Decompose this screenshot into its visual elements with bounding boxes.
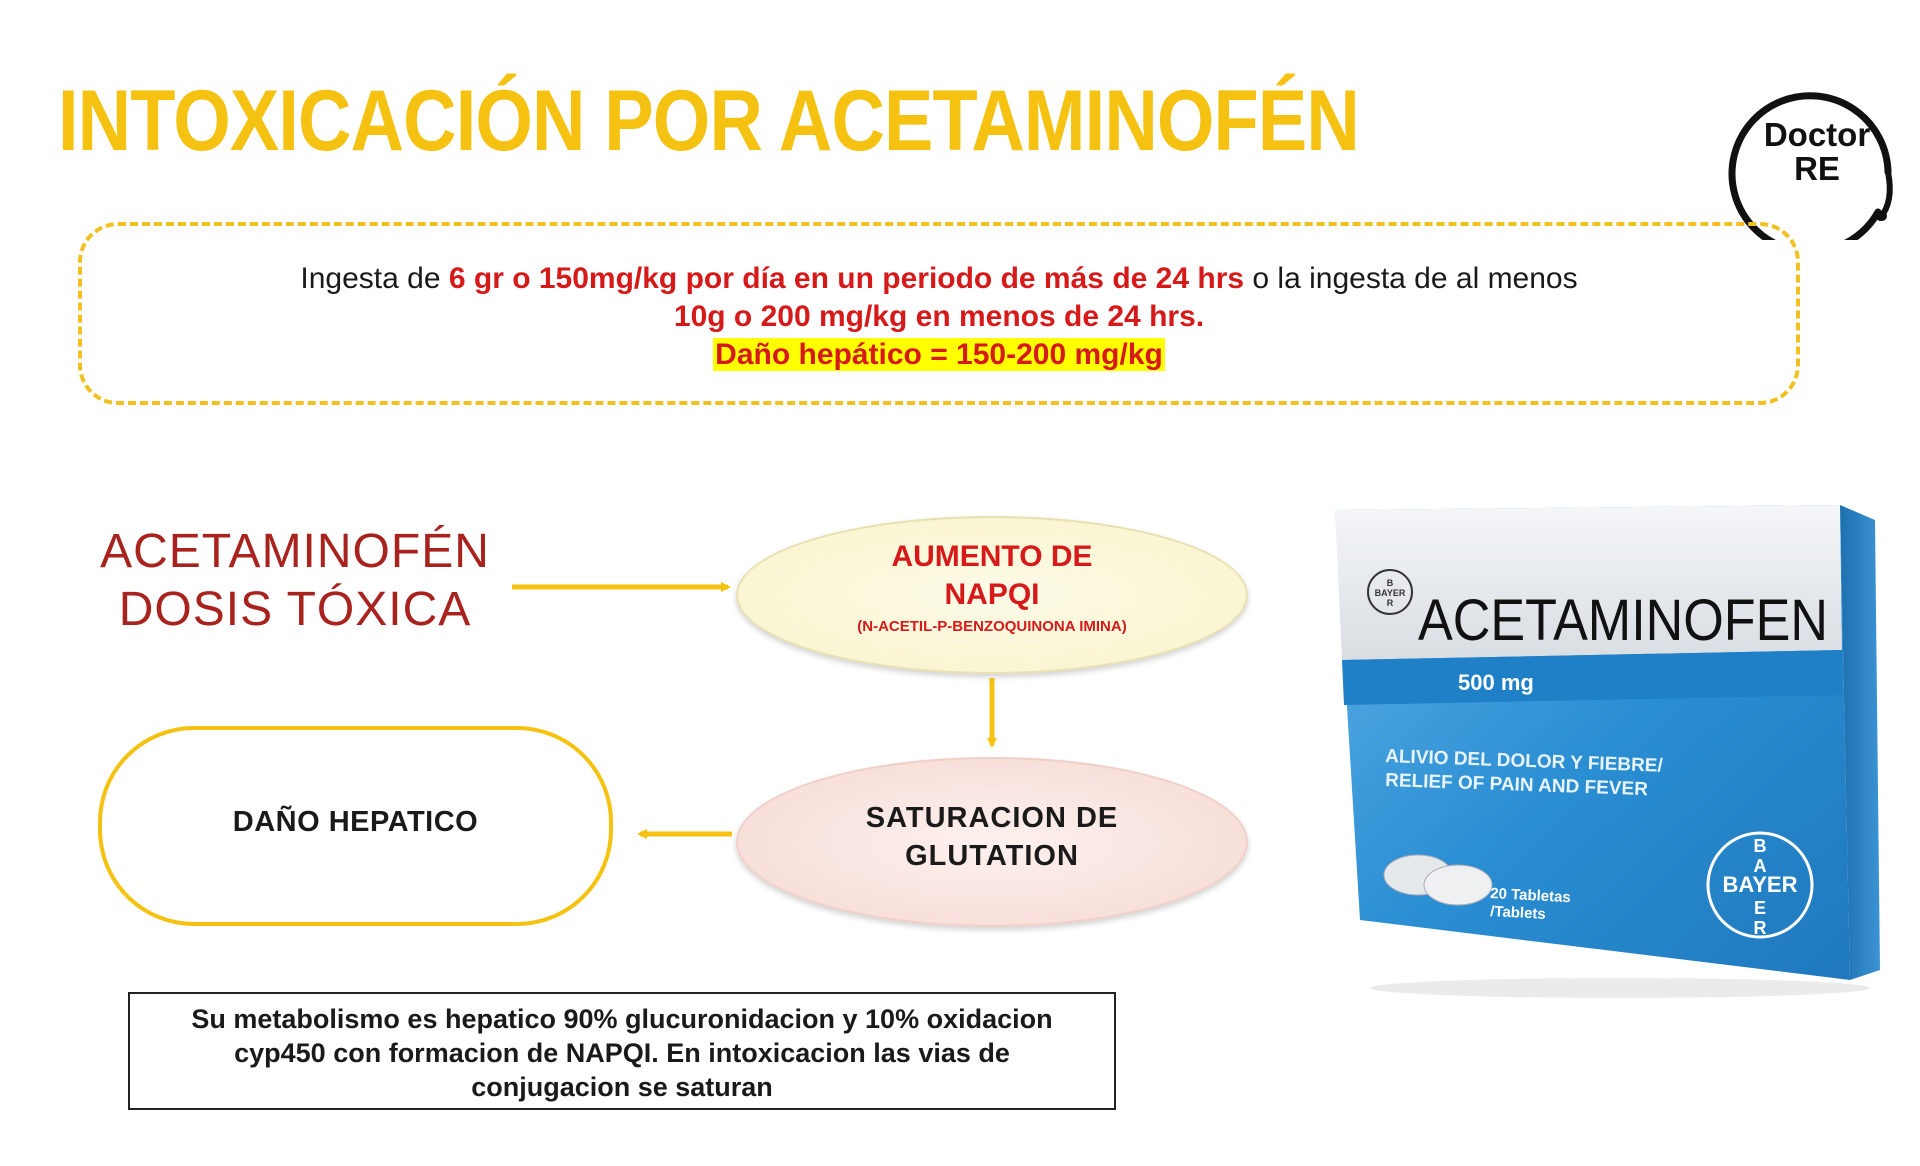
info-line-3 bbox=[82, 338, 1796, 372]
product-count-1: 20 Tabletas bbox=[1489, 885, 1572, 907]
toxic-dose-line2: DOSIS TÓXICA bbox=[118, 583, 472, 636]
napqi-subtitle: (N-ACETIL-P-BENZOQUINONA IMINA) bbox=[857, 618, 1127, 635]
hepatic-damage-label: DAÑO HEPATICO bbox=[232, 806, 479, 838]
metabolism-note: Su metabolismo es hepatico 90% glucuronidacion y 10% oxidacion cyp450 con formacion de NAPQI. En intoxicacion las vias de conjugacion se saturan bbox=[191, 1004, 1053, 1102]
bayer-small: BAYER bbox=[1374, 588, 1406, 598]
hepatic-damage-node bbox=[98, 726, 613, 926]
napqi-title-line2: NAPQI bbox=[944, 578, 1040, 611]
info-prefix: Ingesta de bbox=[300, 262, 449, 295]
logo-text bbox=[1728, 118, 1906, 186]
product-claim-2: RELIEF OF PAIN AND FEVER bbox=[1384, 770, 1649, 801]
svg-text:R: R bbox=[1753, 918, 1767, 938]
glutation-title bbox=[738, 799, 1246, 875]
napqi-title-line1: AUMENTO DE bbox=[891, 540, 1093, 573]
product-brand: ACETAMINOFEN bbox=[1418, 588, 1828, 653]
svg-text:A: A bbox=[1753, 856, 1767, 876]
info-middle: o la ingesta de al menos bbox=[1244, 262, 1578, 295]
info-dose-2: 10g o 200 mg/kg en menos de 24 hrs. bbox=[673, 300, 1205, 333]
svg-text:E: E bbox=[1753, 898, 1767, 918]
svg-text:B: B bbox=[1386, 578, 1394, 588]
info-line-1 bbox=[82, 262, 1796, 296]
toxic-dose-label bbox=[100, 523, 490, 639]
glutation-line2: GLUTATION bbox=[905, 840, 1079, 872]
napqi-title bbox=[738, 538, 1246, 614]
glutation-line1: SATURACION DE bbox=[865, 802, 1119, 834]
glutation-node bbox=[736, 757, 1248, 927]
hepatic-damage-highlight: Daño hepático = 150-200 mg/kg bbox=[715, 338, 1163, 371]
acetaminofen-product-box bbox=[1330, 500, 1890, 1000]
toxic-dose-line1: ACETAMINOFÉN bbox=[100, 525, 490, 578]
bayer-large: BAYER bbox=[1722, 872, 1798, 897]
logo-line1: Doctor bbox=[1763, 116, 1871, 153]
svg-text:R: R bbox=[1386, 598, 1394, 608]
page-title: INTOXICACIÓN POR ACETAMINOFÉN bbox=[58, 73, 1359, 169]
product-box-image bbox=[1330, 500, 1890, 1000]
logo-line2: RE bbox=[1794, 150, 1840, 187]
svg-text:B: B bbox=[1753, 836, 1767, 856]
napqi-node bbox=[736, 516, 1248, 674]
metabolism-note-box bbox=[128, 992, 1116, 1110]
product-dose: 500 mg bbox=[1458, 670, 1534, 695]
product-count-2: /Tablets bbox=[1489, 903, 1547, 923]
info-dose-1: 6 gr o 150mg/kg por día en un periodo de más de 24 hrs bbox=[448, 262, 1245, 295]
toxic-dose-info-box bbox=[78, 222, 1800, 405]
product-claim-1: ALIVIO DEL DOLOR Y FIEBRE/ bbox=[1384, 746, 1664, 777]
